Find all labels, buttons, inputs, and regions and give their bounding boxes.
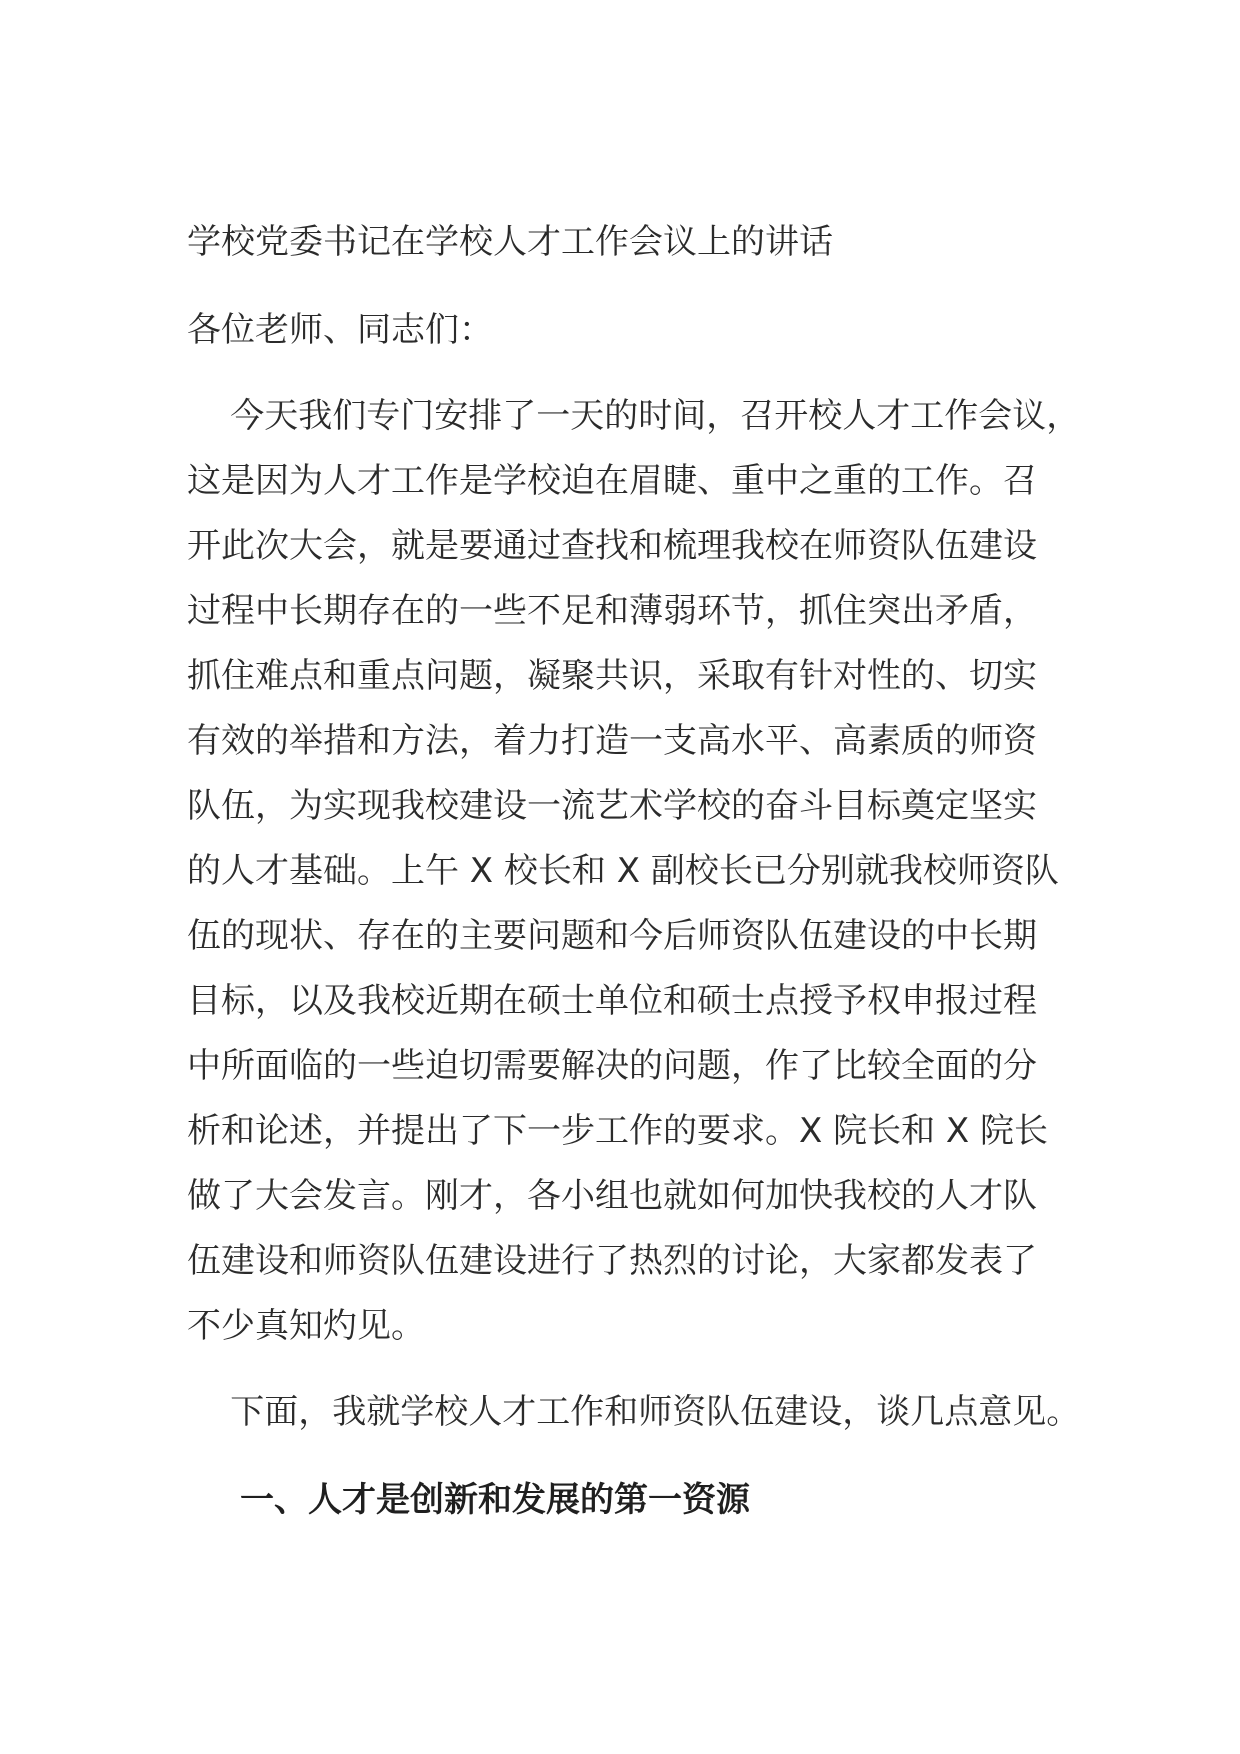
paragraph-line: 抓住难点和重点问题，凝聚共识，采取有针对性的、切实	[187, 656, 1037, 696]
paragraph-line: 这是因为人才工作是学校迫在眉睫、重中之重的工作。召	[187, 461, 1037, 501]
body-paragraph-1	[187, 384, 1087, 1359]
paragraph-line: 队伍，为实现我校建设一流艺术学校的奋斗目标奠定坚实	[187, 786, 1037, 826]
paragraph-line: 目标，以及我校近期在硕士单位和硕士点授予权申报过程	[187, 981, 1037, 1021]
salutation: 各位老师、同志们：	[187, 310, 493, 350]
paragraph-line: 过程中长期存在的一些不足和薄弱环节，抓住突出矛盾，	[187, 591, 1037, 631]
paragraph-line: 的人才基础。上午 X 校长和 X 副校长已分别就我校师资队	[187, 851, 1059, 891]
paragraph-line: 下面，我就学校人才工作和师资队伍建设，谈几点意见。	[187, 1392, 1081, 1432]
paragraph-line: 今天我们专门安排了一天的时间，召开校人才工作会议，	[187, 396, 1081, 436]
body-paragraph-2	[187, 1380, 1087, 1445]
paragraph-line: 不少真知灼见。	[187, 1306, 425, 1346]
paragraph-line: 析和论述，并提出了下一步工作的要求。X 院长和 X 院长	[187, 1111, 1049, 1151]
paragraph-line: 有效的举措和方法，着力打造一支高水平、高素质的师资	[187, 721, 1037, 761]
paragraph-line: 开此次大会，就是要通过查找和梳理我校在师资队伍建设	[187, 526, 1037, 566]
paragraph-line: 伍的现状、存在的主要问题和今后师资队伍建设的中长期	[187, 916, 1037, 956]
paragraph-line: 中所面临的一些迫切需要解决的问题，作了比较全面的分	[187, 1046, 1037, 1086]
paragraph-line: 伍建设和师资队伍建设进行了热烈的讨论，大家都发表了	[187, 1241, 1037, 1281]
document-title: 学校党委书记在学校人才工作会议上的讲话	[187, 222, 833, 262]
paragraph-line: 做了大会发言。刚才，各小组也就如何加快我校的人才队	[187, 1176, 1037, 1216]
section-heading: 一、人才是创新和发展的第一资源	[240, 1480, 750, 1520]
